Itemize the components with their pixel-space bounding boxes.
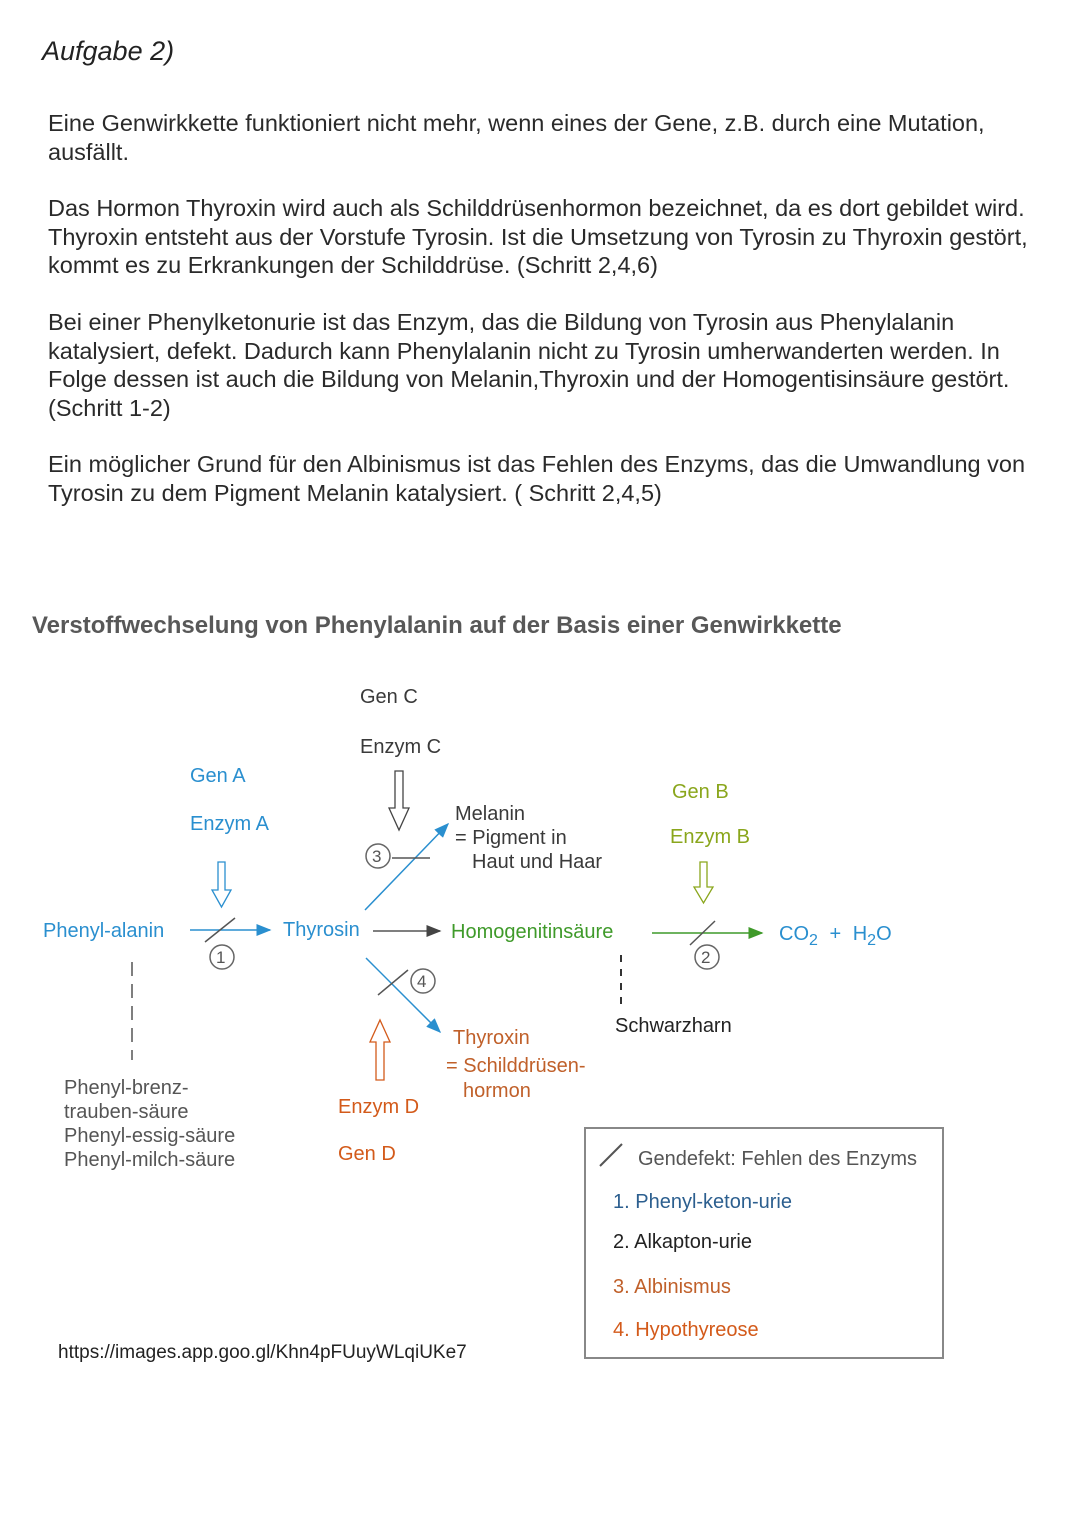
paragraph-albinismus: Ein möglicher Grund für den Albinismus ist das Fehlen des Enzyms, das die Umwandlung von Tyrosin zu dem Pigment Melanin katalysiert. ( Schritt 2,4,5) bbox=[48, 451, 1026, 506]
enzym-b-arrow-icon bbox=[694, 862, 713, 903]
plus-sign: + bbox=[829, 923, 842, 945]
figure-title: Verstoffwechselung von Phenylalanin auf der Basis einer Genwirkkette bbox=[32, 612, 842, 639]
label-enzym-c: Enzym C bbox=[360, 736, 442, 758]
label-gen-b: Gen B bbox=[672, 781, 729, 803]
h2o-subscript: 2 bbox=[867, 932, 877, 949]
legend-item-4: 4. Hypothyreose bbox=[613, 1319, 759, 1341]
co2-text: CO bbox=[779, 923, 809, 945]
co2-subscript: 2 bbox=[809, 932, 818, 949]
arrow-step-4 bbox=[366, 958, 440, 1032]
source-link[interactable]: https://images.app.goo.gl/Khn4pFUuyWLqiUKe7 bbox=[58, 1342, 467, 1363]
label-homogentisinsaeure: Homogenitinsäure bbox=[451, 921, 614, 943]
legend-item-3: 3. Albinismus bbox=[613, 1276, 731, 1298]
label-side-product: Phenyl-brenz- bbox=[64, 1077, 189, 1099]
label-enzym-d: Enzym D bbox=[338, 1096, 420, 1118]
label-melanin: Melanin bbox=[455, 803, 526, 825]
arrow-step-1 bbox=[190, 918, 270, 942]
label-co2-h2o bbox=[779, 922, 892, 953]
label-schwarzharn: Schwarzharn bbox=[615, 1015, 732, 1037]
step-number-4: 4 bbox=[417, 972, 427, 991]
step-number-1: 1 bbox=[216, 948, 226, 967]
label-thyroxin: Thyroxin bbox=[453, 1027, 530, 1049]
task-title: Aufgabe 2) bbox=[42, 36, 175, 66]
label-thyroxin-hormon: hormon bbox=[463, 1080, 531, 1102]
label-melanin-pigment: = Pigment in bbox=[455, 827, 567, 849]
paragraph-phenylketonurie: Bei einer Phenylketonurie ist das Enzym, das die Bildung von Tyrosin aus Phenylalanin katalysiert, defekt. Dadurch kann Phenylalanin nicht zu Tyrosin umherwanderten werden. In Folge dessen ist auch die Bildung von Melanin,Thyroxin und der Homogentisinsäure gestört. (Schritt 1-2) bbox=[48, 309, 1010, 421]
legend-item-1: 1. Phenyl-keton-urie bbox=[613, 1191, 792, 1213]
h2o-o: O bbox=[876, 923, 892, 945]
h2o-h: H bbox=[852, 923, 868, 945]
legend-box bbox=[584, 1127, 944, 1359]
enzym-d-arrow-icon bbox=[370, 1020, 390, 1080]
step-number-3: 3 bbox=[372, 847, 382, 866]
label-enzym-b: Enzym B bbox=[670, 826, 751, 848]
label-side-product: Phenyl-milch-säure bbox=[64, 1149, 236, 1171]
step-number-2: 2 bbox=[701, 948, 711, 967]
label-gen-d: Gen D bbox=[338, 1143, 396, 1165]
label-thyroxin-schilddruesen: = Schilddrüsen- bbox=[446, 1055, 586, 1077]
legend-title: Gendefekt: Fehlen des Enzyms bbox=[638, 1148, 918, 1170]
label-side-product: Phenyl-essig-säure bbox=[64, 1125, 236, 1147]
label-side-product: trauben-säure bbox=[64, 1101, 189, 1123]
label-melanin-haut: Haut und Haar bbox=[472, 851, 603, 873]
label-enzym-a: Enzym A bbox=[190, 813, 269, 835]
enzym-c-arrow-icon bbox=[389, 771, 409, 830]
arrow-step-2 bbox=[652, 921, 762, 945]
paragraph-thyroxin: Das Hormon Thyroxin wird auch als Schilddrüsenhormon bezeichnet, da es dort gebildet wird. Thyroxin entsteht aus der Vorstufe Tyrosin. Ist die Umsetzung von Tyrosin zu Thyroxin gestört, kommt es zu Erkrankungen der Schilddrüse. (Schritt 2,4,6) bbox=[48, 195, 1028, 278]
label-phenylalanin: Phenyl-alanin bbox=[43, 920, 165, 942]
legend-item-2: 2. Alkapton-urie bbox=[613, 1231, 752, 1253]
enzym-a-arrow-icon bbox=[212, 862, 231, 907]
label-gen-a: Gen A bbox=[190, 765, 246, 787]
label-thyrosin: Thyrosin bbox=[283, 919, 360, 941]
label-gen-c: Gen C bbox=[360, 686, 418, 708]
paragraph-intro: Eine Genwirkkette funktioniert nicht mehr, wenn eines der Gene, z.B. durch eine Mutation, ausfällt. bbox=[48, 110, 985, 165]
